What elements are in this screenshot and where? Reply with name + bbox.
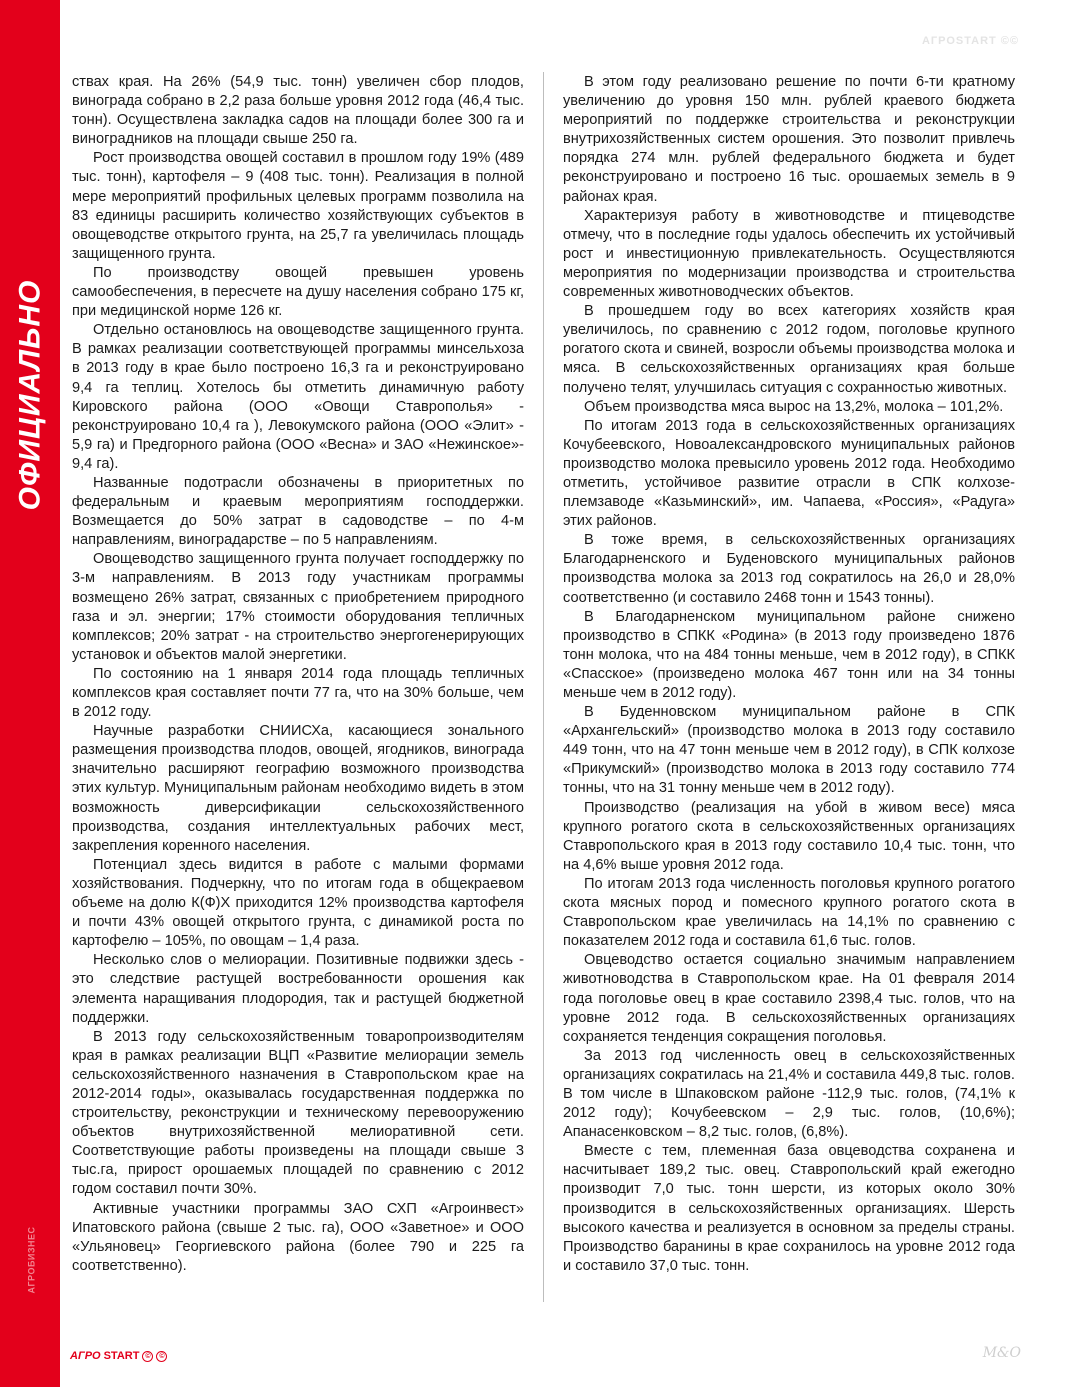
paragraph: Научные разработки СНИИСХа, касающиеся зонального размещения производства плодов, овощей, ягодников, винограда значительно расширяют географию возможного производства этих культур. Муниципальным районам необходимо видеть в этом возможность диверсификации сельскохозяйственного производства, создания интеллектуальных рабочих мест, закрепления коренного населения. [72, 723, 524, 854]
paragraph: В 2013 году сельскохозяйственным товаропроизводителям края в рамках реализации ВЦП «Развитие мелиорации земель сельскохозяйственного назначения в Ставропольском крае на 2012-2014 годы», оказывалась государственная поддержка по строительству, реконструкции и техническому перевооружению объектов внутрихозяйственной мелиоративной сети. Соответствующие работы произведены на площади свыше 3 тыс.га, прирост орошаемых площадей по сравнению с 2012 годом составил почти 30%. [72, 1028, 524, 1198]
paragraph: Вместе с тем, племенная база овцеводства сохранена и насчитывает 189,2 тыс. овец. Ставропольский край ежегодно производит 7,0 тыс. тонн шерсти, из которых около 30% производится в сельскохозяйственных организациях. Шерсть высокого качества и реализуется в основном за пределы страны. Производство баранины в крае сохранилось на уровне 2012 года и составило 37,0 тыс. тонн. [563, 1143, 1015, 1274]
article-right-column [563, 73, 1015, 1276]
footer-signature: М&О [982, 1345, 1021, 1361]
section-title-text: ОФИЦИАЛЬНО [13, 279, 47, 511]
brand-start: START [103, 1350, 140, 1362]
article-left-column [72, 73, 524, 1276]
paragraph: За 2013 год численность овец в сельскохозяйственных организациях сократилась на 21,4% и составила 449,8 тыс. голов. В том числе в Шпаковском районе -112,9 тыс. голов, (74,1% к 2012 году); Кочубеевском – 2,9 тыс. голов, (10,6%); Апанасенковском – 8,2 тыс. голов, (6,8%). [563, 1047, 1015, 1141]
brand-agro: АГРО [70, 1350, 101, 1362]
paragraph: Рост производства овощей составил в прошлом году 19% (489 тыс. тонн), картофеля – 9 (408 тыс. тонн). Реализация в полной мере мероприятий профильных целевых программ позволила на 83 единицы расширить количество хозяйствующих субъектов в овощеводстве открытого грунта, на 25,7 га увеличилась площадь защищенного грунта. [72, 150, 524, 262]
paragraph: Потенциал здесь видится в работе с малыми формами хозяйствования. Подчеркну, что по итогам года в общекраевом объеме на долю К(Ф)Х приходится 12% производства картофеля и почти 43% овощей открытого грунта, с динамикой роста по картофелю – 105%, по овощам – 1,4 раза. [72, 856, 524, 950]
paragraph: Отдельно остановлюсь на овощеводстве защищенного грунта. В рамках реализации соответствующей программы минсельхоза в 2013 году в крае было построено 16,3 га и реконструировано 9,4 га теплиц. Хотелось бы отметить динамичную работу Кировского района (ООО «Овощи Ставрополья» - реконструировано 10,4 га ), Левокумского района (ООО «Элит» - 5,9 га) и Предгорного района (ООО «Весна» и ЗАО «Нежинское»- 9,4 га). [72, 322, 524, 472]
paragraph: По итогам 2013 года численность поголовья крупного рогатого скота мясных пород и помесного крупного рогатого скота в Ставропольском крае увеличилась на 14,1% по сравнению с показателем 2012 года и составила 61,6 тыс. голов. [563, 875, 1015, 950]
column-divider [543, 72, 544, 1302]
copyright-circle-icon: © [156, 1351, 167, 1362]
paragraph: Характеризуя работу в животноводстве и птицеводстве отмечу, что в последние годы удалось обеспечить их устойчивый рост и инвестиционную привлекательность. Осуществляются мероприятия по модернизации производства и строительства современных животноводческих объектов. [563, 207, 1015, 301]
paragraph: Производство (реализация на убой в живом весе) мяса крупного рогатого скота в сельскохозяйственных организациях Ставропольского края в 2013 году составило 10,4 тыс. тонн, что на 4,6% выше уровня 2012 года. [563, 799, 1015, 873]
paragraph: В Благодарненском муниципальном районе снижено производство в СПКК «Родина» (в 2013 году произведено 1876 тонн молока, что на 484 тонны меньше, чем в 2012 году), в СПКК «Спасское» (произведено молока 467 тонн или на 34 тонны меньше чем в 2012 году). [563, 608, 1015, 701]
paragraph: Несколько слов о мелиорации. Позитивные подвижки здесь - это следствие растущей востребованности орошения как элемента наращивания плодородия, так и растущей бюджетной поддержки. [72, 952, 524, 1026]
footer-brand-logo [70, 1350, 167, 1362]
section-title [0, 270, 60, 520]
paragraph: В Буденновском муниципальном районе в СПК «Архангельский» (производство молока в 2013 году составило 449 тонн, что на 47 тонн меньше чем в 2012 году), в СПК колхозе «Прикумский» (производство молока в 2013 году составило 774 тонны, что на 31 тонну меньше чем в 2012 году). [563, 704, 1015, 797]
paragraph: Активные участники программы ЗАО СХП «Агроинвест» Ипатовского района (свыше 2 тыс. га), ООО «Заветное» и ООО «Ульяновец» Георгиевского района (более 790 и 225 га соответственно). [72, 1200, 524, 1274]
paragraph: По состоянию на 1 января 2014 года площадь тепличных комплексов края составляет почти 77 га, что на 30% больше, чем в 2012 году. [72, 665, 524, 721]
paragraph: По итогам 2013 года в сельскохозяйственных организациях Кочубеевского, Новоалександровского муниципальных районов производство молока превысило уровень 2012 года. Необходимо отметить, устойчивое развитие отрасли в СПК колхозе-племзаводе «Казьминский», им. Чапаева, «Россия», «Радуга» этих районов. [563, 417, 1015, 530]
paragraph: Овцеводство остается социально значимым направлением животноводства в Ставропольском крае. На 01 февраля 2014 года поголовье овец в крае составило 2398,4 тыс. голов, что на уровне 2012 года. В сельскохозяйственных организациях сохраняется тенденция сокращения поголовья. [563, 952, 1015, 1045]
paragraph: По производству овощей превышен уровень самообеспечения, в пересчете на душу населения собрано 175 кг, при медицинской норме 126 кг. [72, 264, 524, 320]
paragraph: В этом году реализовано решение по почти 6-ти кратному увеличению до уровня 150 млн. рублей краевого бюджета мероприятий по поддержке строительства и реконструкции внутрихозяйственных систем орошения. Это позволит привлечь порядка 274 млн. рублей федерального бюджета и будет реконструировано и построено 16 тыс. орошаемых земель в 9 районах края. [563, 74, 1015, 205]
paragraph: Объем производства мяса вырос на 13,2%, молока – 101,2%. [584, 398, 1004, 415]
header-brand-watermark: АГРОSTART ©© [921, 35, 1019, 47]
paragraph: В тоже время, в сельскохозяйственных организациях Благодарненского и Буденовского муниципальных районов производства молока за 2013 год сократилось на 26,0 и 28,0% соответственно (и составило 2468 тонн и 1543 тонны). [563, 532, 1015, 606]
sidebar-faint-label-text: АГРОБИЗНЕС [27, 1226, 38, 1294]
sidebar-faint-label [25, 1225, 39, 1295]
paragraph: Названные подотрасли обозначены в приоритетных по федеральным и краевым мероприятиям господдержки. Возмещается до 50% затрат в садоводстве – по 4-м направлениям, виноградарстве – по 5 направлениям. [72, 474, 524, 549]
sidebar-red-strip [0, 0, 60, 1387]
paragraph: В прошедшем году во всех категориях хозяйств края увеличилось, по сравнению с 2012 годом, поголовье крупного рогатого скота и свиней, возросли объемы производства молока и мяса. В сельскохозяйственных организациях края больше получено телят, улучшилась ситуация с сохранностью животных. [563, 303, 1015, 396]
copyright-circle-icon: © [142, 1351, 153, 1362]
paragraph: Овощеводство защищенного грунта получает господдержку по 3-м направлениям. В 2013 году участникам программы возмещено 26% затрат, связанных с приобретением природного газа и эл. энергии; 17% стоимости оборудования тепличных комплексов; 20% затрат - на строительство энергогенерирующих установок и объектов малой энергетики. [72, 551, 524, 663]
paragraph: ствах края. На 26% (54,9 тыс. тонн) увеличен сбор плодов, винограда собрано в 2,2 раза больше уровня 2012 года (46,4 тыс. тонн). Осуществлена закладка садов на площади более 300 га и виноградников на площади свыше 250 га. [72, 74, 524, 148]
